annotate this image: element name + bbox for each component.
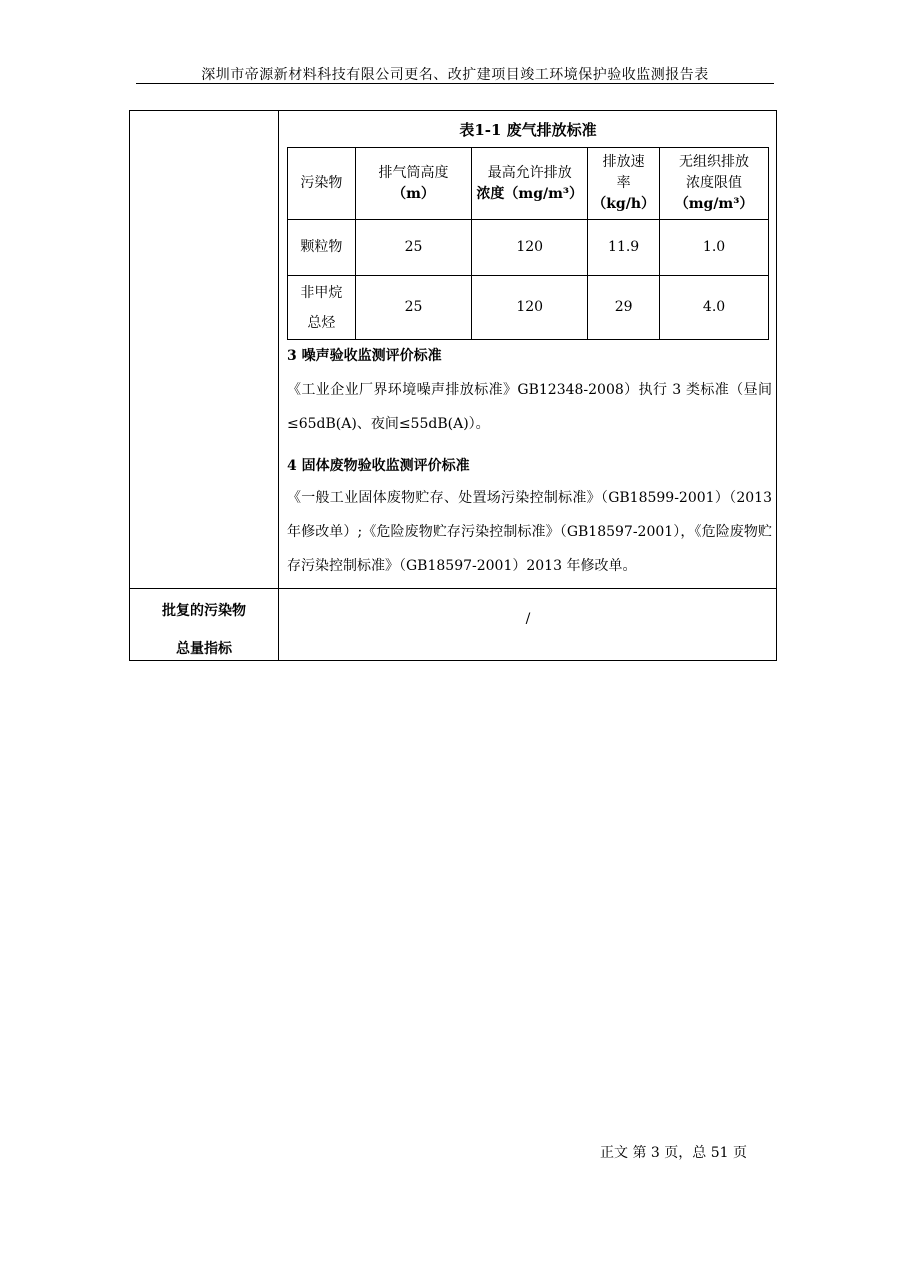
col-header-fugitive-limit: 无组织排放 浓度限值 （mg/m³） [660,148,769,220]
col-header-stack-height: 排气筒高度 （m） [355,148,472,220]
header-rule [136,83,774,84]
cell-concentration: 120 [472,220,588,276]
solid-waste-heading: 4 固体废物验收监测评价标准 [287,458,470,474]
page-footer: 正文 第 3 页，总 51 页 [600,1145,747,1161]
approval-label: 批复的污染物 总量指标 [162,603,246,657]
table-header-row [288,148,769,220]
cell-concentration: 120 [472,276,588,340]
cell-limit: 4.0 [660,276,769,340]
cell-limit: 1.0 [660,220,769,276]
table-title: 表1-1 废气排放标准 [459,121,597,139]
cell-rate: 29 [588,276,660,340]
table-row [288,220,769,276]
cell-height: 25 [355,220,472,276]
noise-section [287,345,772,441]
noise-heading: 3 噪声验收监测评价标准 [287,348,442,364]
noise-text: 《工业企业厂界环境噪声排放标准》GB12348-2008）执行 3 类标准（昼间≤65dB(A)、夜间≤55dB(A)）。 [287,382,772,432]
emission-standard-table [287,147,769,340]
solid-waste-text: 《一般工业固体废物贮存、处置场污染控制标准》（GB18599-2001）（2013 年修改单）;《危险废物贮存污染控制标准》（GB18597-2001），《危险废物贮存污染控制标准》（GB18597-2001）2013 年修改单。 [287,490,772,574]
col-header-max-concentration: 最高允许排放 浓度（mg/m³） [472,148,588,220]
cell-rate: 11.9 [588,220,660,276]
table-row [288,276,769,340]
cell-height: 25 [355,276,472,340]
column-divider [278,111,279,660]
col-header-pollutant: 污染物 [288,148,356,220]
cell-pollutant: 非甲烷 总烃 [288,276,356,340]
report-frame [129,110,777,661]
cell-pollutant: 颗粒物 [288,220,356,276]
approval-value: / [525,611,531,627]
solid-waste-section [287,455,772,583]
col-header-emission-rate: 排放速 率 （kg/h） [588,148,660,220]
row-divider [130,588,776,589]
page-header-title: 深圳市帝源新材料科技有限公司更名、改扩建项目竣工环境保护验收监测报告表 [201,67,709,83]
